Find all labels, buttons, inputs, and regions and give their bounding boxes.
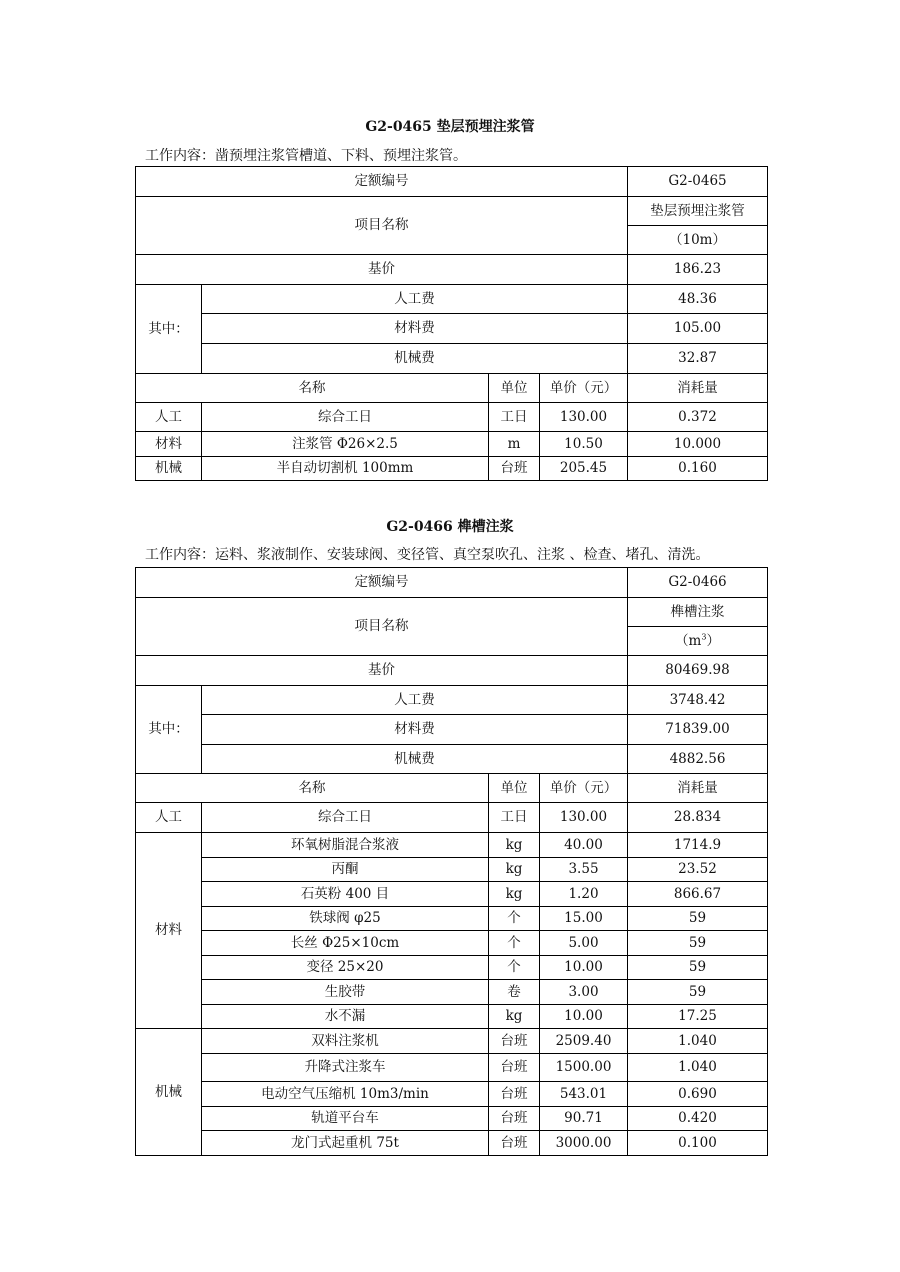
resource-name: 龙门式起重机 75t	[202, 1131, 489, 1156]
quota-code: G2-0465	[628, 167, 768, 197]
resource-unit: 台班	[489, 1131, 540, 1156]
resource-qty: 0.690	[628, 1082, 768, 1107]
resource-name: 注浆管 Φ26×2.5	[202, 432, 489, 457]
resource-name: 环氧树脂混合浆液	[202, 833, 489, 858]
resource-name: 变径 25×20	[202, 956, 489, 980]
item-unit: $(m^3)$	[628, 627, 768, 656]
resource-name: 综合工日	[202, 803, 489, 833]
table-row	[136, 1107, 768, 1131]
header-name: 名称	[136, 774, 489, 803]
table-row	[136, 858, 768, 882]
quota-table	[135, 166, 768, 481]
resource-unit: 工日	[489, 403, 540, 432]
resource-qty: 17.25	[628, 1005, 768, 1029]
section-title: G2-0465 垫层预埋注浆管	[365, 119, 535, 135]
resource-name: 水不漏	[202, 1005, 489, 1029]
resource-unit: kg	[489, 858, 540, 882]
header-name: 名称	[136, 374, 489, 403]
resource-name: 石英粉 400 目	[202, 882, 489, 907]
resource-unit: 台班	[489, 1029, 540, 1054]
resource-unit: 台班	[489, 1107, 540, 1131]
resource-qty: 0.100	[628, 1131, 768, 1156]
table-row	[136, 907, 768, 931]
resource-unit: 个	[489, 907, 540, 931]
machine-fee: 32.87	[628, 344, 768, 374]
resource-price: 1.20	[540, 882, 628, 907]
category-machine: 机械	[136, 1029, 202, 1156]
resource-price: 2509.40	[540, 1029, 628, 1054]
resource-price: 543.01	[540, 1082, 628, 1107]
resource-qty: 59	[628, 980, 768, 1005]
header-unit: 单位	[489, 774, 540, 803]
header-consumption: 消耗量	[628, 774, 768, 803]
labor-fee: 3748.42	[628, 686, 768, 715]
work-content: 工作内容：凿预埋注浆管槽道、下料、预埋注浆管。	[145, 148, 467, 164]
resource-price: 3000.00	[540, 1131, 628, 1156]
table-row	[136, 432, 768, 457]
table-row	[136, 1029, 768, 1054]
machine-fee-label: 机械费	[202, 344, 628, 374]
material-fee-label: 材料费	[202, 715, 628, 745]
resource-name: 升降式注浆车	[202, 1054, 489, 1082]
table-row	[136, 1005, 768, 1029]
resource-qty: 59	[628, 956, 768, 980]
resource-name: 双料注浆机	[202, 1029, 489, 1054]
resource-name: 长丝 Φ25×10cm	[202, 931, 489, 956]
table-row	[136, 803, 768, 833]
resource-name: 丙酮	[202, 858, 489, 882]
table-row	[136, 882, 768, 907]
resource-name: 生胶带	[202, 980, 489, 1005]
work-content: 工作内容：运料、浆液制作、安装球阀、变径管、真空泵吹孔、注浆 、检查、堵孔、清洗。	[145, 547, 710, 563]
resource-price: 10.00	[540, 1005, 628, 1029]
resource-name: 铁球阀 φ25	[202, 907, 489, 931]
item-name-label: 项目名称	[136, 598, 628, 656]
resource-qty: 1.040	[628, 1029, 768, 1054]
resource-price: 10.00	[540, 956, 628, 980]
resource-name: 电动空气压缩机 10m3/min	[202, 1082, 489, 1107]
resource-price: 205.45	[540, 457, 628, 481]
material-fee: 71839.00	[628, 715, 768, 745]
resource-unit: 台班	[489, 1082, 540, 1107]
header-price: 单价（元）	[540, 774, 628, 803]
of-which-label: 其中：	[136, 285, 202, 374]
table-row	[136, 1054, 768, 1082]
resource-qty: 10.000	[628, 432, 768, 457]
resource-unit: 个	[489, 931, 540, 956]
resource-qty: 1714.9	[628, 833, 768, 858]
resource-unit: kg	[489, 882, 540, 907]
resource-price: 3.55	[540, 858, 628, 882]
resource-price: 40.00	[540, 833, 628, 858]
resource-unit: 个	[489, 956, 540, 980]
of-which-label: 其中：	[136, 686, 202, 774]
table-row	[136, 457, 768, 481]
resource-unit: 工日	[489, 803, 540, 833]
quota-number-label: 定额编号	[136, 568, 628, 598]
category-material: 材料	[136, 833, 202, 1029]
section-title: G2-0466 榫槽注浆	[386, 519, 514, 535]
table-row	[136, 956, 768, 980]
base-price-label: 基价	[136, 255, 628, 285]
material-fee: 105.00	[628, 314, 768, 344]
resource-price: 3.00	[540, 980, 628, 1005]
base-price-label: 基价	[136, 656, 628, 686]
table-row	[136, 980, 768, 1005]
material-fee-label: 材料费	[202, 314, 628, 344]
category-material: 材料	[136, 432, 202, 457]
header-unit: 单位	[489, 374, 540, 403]
resource-name: 半自动切割机 100mm	[202, 457, 489, 481]
quota-table	[135, 567, 768, 1156]
machine-fee-label: 机械费	[202, 745, 628, 774]
resource-qty: 1.040	[628, 1054, 768, 1082]
resource-price: 5.00	[540, 931, 628, 956]
base-price: 186.23	[628, 255, 768, 285]
header-price: 单价（元）	[540, 374, 628, 403]
resource-name: 综合工日	[202, 403, 489, 432]
resource-price: 130.00	[540, 803, 628, 833]
resource-unit: kg	[489, 833, 540, 858]
base-price: 80469.98	[628, 656, 768, 686]
table-row	[136, 1131, 768, 1156]
resource-qty: 0.160	[628, 457, 768, 481]
resource-qty: 23.52	[628, 858, 768, 882]
table-row	[136, 1082, 768, 1107]
machine-fee: 4882.56	[628, 745, 768, 774]
resource-qty: 866.67	[628, 882, 768, 907]
resource-unit: 卷	[489, 980, 540, 1005]
labor-fee-label: 人工费	[202, 285, 628, 314]
resource-unit: kg	[489, 1005, 540, 1029]
resource-unit: m	[489, 432, 540, 457]
item-name: 垫层预埋注浆管	[628, 197, 768, 226]
category-labor: 人工	[136, 403, 202, 432]
resource-unit: 台班	[489, 1054, 540, 1082]
resource-price: 1500.00	[540, 1054, 628, 1082]
resource-qty: 0.420	[628, 1107, 768, 1131]
resource-unit: 台班	[489, 457, 540, 481]
resource-name: 轨道平台车	[202, 1107, 489, 1131]
category-machine: 机械	[136, 457, 202, 481]
item-name-label: 项目名称	[136, 197, 628, 255]
resource-qty: 0.372	[628, 403, 768, 432]
item-unit: （10m）	[628, 226, 768, 255]
table-row	[136, 931, 768, 956]
labor-fee: 48.36	[628, 285, 768, 314]
table-row	[136, 833, 768, 858]
resource-price: 130.00	[540, 403, 628, 432]
quota-number-label: 定额编号	[136, 167, 628, 197]
category-labor: 人工	[136, 803, 202, 833]
quota-code: G2-0466	[628, 568, 768, 598]
resource-qty: 28.834	[628, 803, 768, 833]
labor-fee-label: 人工费	[202, 686, 628, 715]
header-consumption: 消耗量	[628, 374, 768, 403]
table-row	[136, 403, 768, 432]
resource-price: 90.71	[540, 1107, 628, 1131]
item-name: 榫槽注浆	[628, 598, 768, 627]
resource-qty: 59	[628, 907, 768, 931]
resource-qty: 59	[628, 931, 768, 956]
resource-price: 15.00	[540, 907, 628, 931]
resource-price: 10.50	[540, 432, 628, 457]
